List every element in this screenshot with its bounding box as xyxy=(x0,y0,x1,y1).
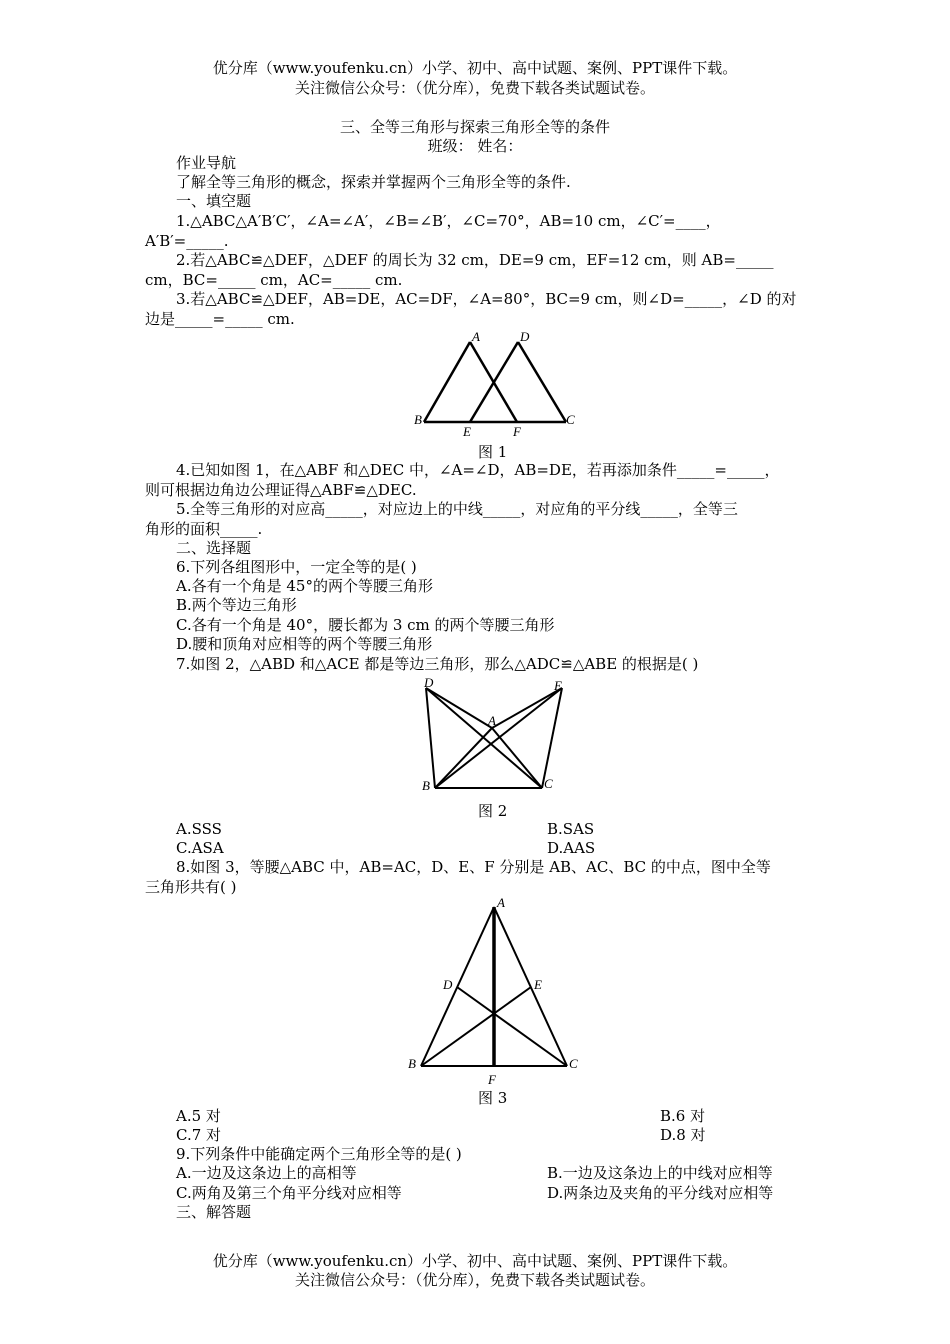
question-8-line-2: 三角形共有( ) xyxy=(145,878,237,896)
question-8-option-c: C.7 对 xyxy=(176,1126,222,1144)
label-d: D xyxy=(424,676,434,690)
segment-ac xyxy=(492,728,542,788)
question-2-line-1: 2.若△ABC≌△DEF，△DEF 的周长为 32 cm，DE=9 cm，EF=12 cm，则 AB=_____ xyxy=(176,251,774,269)
question-9-option-d: D.两条边及夹角的平分线对应相等 xyxy=(547,1184,774,1202)
label-f: F xyxy=(513,424,521,438)
question-8-line-1: 8.如图 3，等腰△ABC 中，AB=AC，D、E、F 分别是 AB、AC、BC 的中点，图中全等 xyxy=(176,858,771,876)
segment-ec xyxy=(542,688,562,788)
label-d: D xyxy=(443,977,453,992)
question-8-option-b: B.6 对 xyxy=(660,1107,706,1125)
question-3-line-2: 边是_____=_____ cm. xyxy=(145,310,295,328)
question-7-stem: 7.如图 2，△ABD 和△ACE 都是等边三角形，那么△ADC≌△ABE 的根据是( ) xyxy=(176,655,699,673)
question-4-line-1: 4.已知如图 1，在△ABF 和△DEC 中，∠A=∠D，AB=DE，若再添加条件_____=_____， xyxy=(176,461,780,479)
question-5-line-1: 5.全等三角形的对应高_____，对应边上的中线_____，对应角的平分线_____，全等三 xyxy=(176,500,738,518)
page-title: 三、全等三角形与探索三角形全等的条件 xyxy=(339,118,610,136)
question-6-option-a: A.各有一个角是 45°的两个等腰三角形 xyxy=(176,577,433,595)
question-6-stem: 6.下列各组图形中，一定全等的是( ) xyxy=(176,558,417,576)
figure-3 xyxy=(400,895,590,1090)
question-2-line-2: cm，BC=_____ cm，AC=_____ cm. xyxy=(145,271,403,289)
label-c: C xyxy=(566,412,575,427)
question-3-line-1: 3.若△ABC≌△DEF，AB=DE，AC=DF，∠A=80°，BC=9 cm，则∠D=_____，∠D 的对 xyxy=(176,290,797,308)
figure-3-caption: 图 3 xyxy=(478,1089,508,1107)
label-c: C xyxy=(569,1056,578,1071)
label-b: B xyxy=(422,778,430,793)
segment-ab xyxy=(435,728,492,788)
header-line-1: 优分库（www.youfenku.cn）小学、初中、高中试题、案例、PPT课件下载。 xyxy=(212,59,738,77)
segment-cd xyxy=(457,987,567,1066)
label-e: E xyxy=(554,678,562,693)
segment-dc xyxy=(518,342,566,422)
label-a: A xyxy=(488,713,496,728)
segment-da xyxy=(426,688,492,728)
guide-text: 了解全等三角形的概念，探索并掌握两个三角形全等的条件. xyxy=(176,173,571,191)
section-choice: 二、选择题 xyxy=(176,539,252,557)
figure-1-caption: 图 1 xyxy=(478,443,508,461)
question-4-line-2: 则可根据边角边公理证得△ABF≌△DEC. xyxy=(145,481,417,499)
figure-2-caption: 图 2 xyxy=(478,802,508,820)
question-6-option-c: C.各有一个角是 40°，腰长都为 3 cm 的两个等腰三角形 xyxy=(176,616,555,634)
label-d: D xyxy=(520,329,530,344)
guide-heading: 作业导航 xyxy=(176,154,237,172)
segment-ea xyxy=(492,688,562,728)
label-b: B xyxy=(414,412,422,427)
label-e: E xyxy=(463,424,471,438)
footer-line-2: 关注微信公众号：（优分库），免费下载各类试题试卷。 xyxy=(294,1271,655,1289)
label-f: F xyxy=(488,1072,496,1087)
question-9-option-b: B.一边及这条边上的中线对应相等 xyxy=(547,1164,773,1182)
question-9-option-a: A.一边及这条边上的高相等 xyxy=(176,1164,357,1182)
question-7-option-d: D.AAS xyxy=(547,839,596,857)
section-answer: 三、解答题 xyxy=(176,1203,252,1221)
segment-eb xyxy=(435,688,562,788)
question-7-option-c: C.ASA xyxy=(176,839,224,857)
label-e: E xyxy=(534,977,542,992)
label-b: B xyxy=(408,1056,416,1071)
question-7-option-b: B.SAS xyxy=(547,820,595,838)
question-1-line-2: A′B′=_____. xyxy=(145,232,229,250)
class-name-line: 班级： 姓名： xyxy=(427,137,523,155)
label-c: C xyxy=(544,776,553,791)
section-fill-blank: 一、填空题 xyxy=(176,192,252,210)
label-a: A xyxy=(497,895,505,910)
question-8-option-a: A.5 对 xyxy=(176,1107,221,1125)
figure-1 xyxy=(410,328,580,438)
question-6-option-d: D.腰和顶角对应相等的两个等腰三角形 xyxy=(176,635,433,653)
question-9-option-c: C.两角及第三个角平分线对应相等 xyxy=(176,1184,402,1202)
segment-ab xyxy=(424,342,470,422)
header-line-2: 关注微信公众号：（优分库），免费下载各类试题试卷。 xyxy=(294,79,655,97)
question-9-stem: 9.下列条件中能确定两个三角形全等的是( ) xyxy=(176,1145,462,1163)
segment-dc xyxy=(426,688,542,788)
footer-line-1: 优分库（www.youfenku.cn）小学、初中、高中试题、案例、PPT课件下载。 xyxy=(212,1252,738,1270)
segment-db xyxy=(426,688,435,788)
question-8-option-d: D.8 对 xyxy=(660,1126,706,1144)
label-a: A xyxy=(472,329,480,344)
figure-2 xyxy=(412,676,578,794)
question-7-option-a: A.SSS xyxy=(176,820,222,838)
question-5-line-2: 角形的面积_____. xyxy=(145,520,263,538)
question-1-line-1: 1.△ABC△A′B′C′，∠A=∠A′，∠B=∠B′，∠C=70°，AB=10 cm，∠C′=____， xyxy=(176,212,721,230)
segment-be xyxy=(421,987,531,1066)
question-6-option-b: B.两个等边三角形 xyxy=(176,596,297,614)
